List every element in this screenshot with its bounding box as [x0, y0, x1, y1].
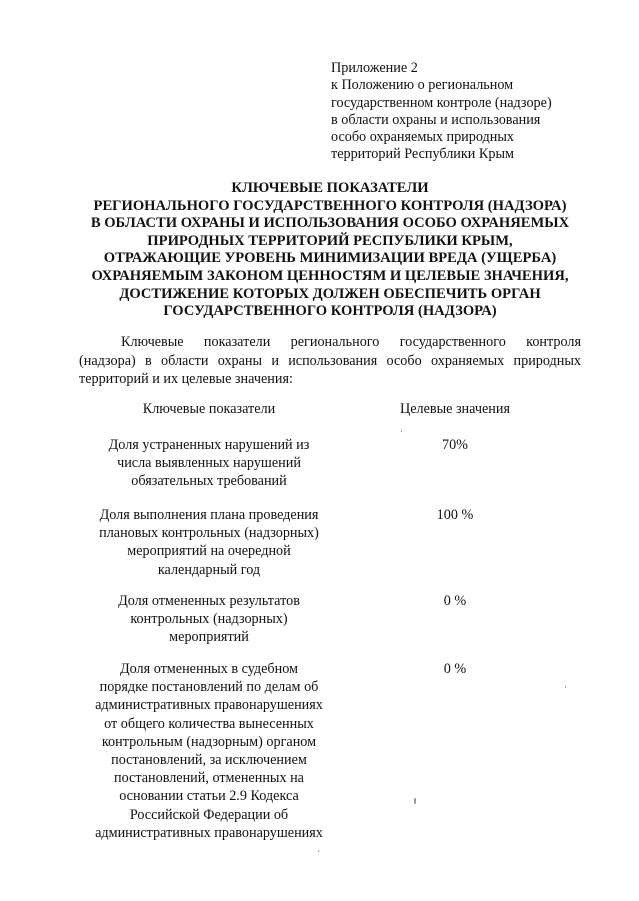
target-value-cell: 0 %: [443, 661, 467, 677]
intro-paragraph: [79, 333, 581, 389]
title-line: РЕГИОНАЛЬНОГО ГОСУДАРСТВЕННОГО КОНТРОЛЯ (НАДЗОРА): [93, 197, 567, 214]
title-line: В ОБЛАСТИ ОХРАНЫ И ИСПОЛЬЗОВАНИЯ ОСОБО ОХРАНЯЕМЫХ: [90, 215, 570, 232]
indicator-line: числа выявленных нарушений: [117, 455, 301, 472]
intro-line: Ключевые показатели регионального государственного контроля: [121, 334, 581, 350]
indicator-line: основании статьи 2.9 Кодекса: [119, 788, 299, 805]
indicator-line: плановых контрольных (надзорных): [99, 525, 319, 542]
indicator-line: Доля отмененных результатов: [118, 593, 300, 609]
intro-line: территорий и их целевые значения:: [79, 371, 293, 388]
document-title: [60, 180, 600, 321]
indicator-cell: [80, 506, 338, 579]
annex-block: [331, 60, 621, 164]
intro-line: (надзора) в области охраны и использования особо охраняемых природных: [79, 352, 581, 369]
indicator-line: обязательных требований: [131, 473, 287, 490]
indicator-line: Российской Федерации об: [129, 806, 289, 823]
indicator-cell: [80, 660, 338, 842]
title-line: ДОСТИЖЕНИЕ КОТОРЫХ ДОЛЖЕН ОБЕСПЕЧИТЬ ОРГАН: [119, 285, 541, 302]
indicator-line: мероприятий: [169, 629, 249, 646]
indicator-cell: [80, 436, 338, 491]
annex-line: в области охраны и использования: [331, 111, 541, 128]
indicator-line: мероприятий на очередной: [127, 543, 291, 560]
annex-line: особо охраняемых природных: [331, 129, 514, 146]
indicator-line: календарный год: [157, 561, 261, 578]
indicator-line: административных правонарушениях: [95, 697, 323, 714]
annex-line: государственном контроле (надзоре): [331, 94, 552, 111]
annex-line: к Положению о региональном: [331, 77, 514, 94]
title-line: ОТРАЖАЮЩИЕ УРОВЕНЬ МИНИМИЗАЦИИ ВРЕДА (УЩЕРБА): [103, 250, 557, 267]
title-line: ПРИРОДНЫХ ТЕРРИТОРИЙ РЕСПУБЛИКИ КРЫМ,: [147, 232, 513, 249]
indicator-line: постановлений, за исключением: [111, 752, 307, 769]
target-value-cell: 100 %: [436, 507, 474, 523]
title-line: КЛЮЧЕВЫЕ ПОКАЗАТЕЛИ: [231, 180, 429, 196]
title-line: ГОСУДАРСТВЕННОГО КОНТРОЛЯ (НАДЗОРА): [163, 303, 497, 320]
header-target-values: Целевые значения: [399, 401, 511, 417]
annex-line: Приложение 2: [331, 60, 418, 76]
target-value-cell: 70%: [441, 437, 468, 453]
indicator-line: Доля устраненных нарушений из: [108, 437, 310, 453]
scan-speck: [318, 850, 319, 852]
scan-speck: [414, 798, 416, 804]
scan-speck: [565, 686, 566, 688]
indicator-line: Доля выполнения плана проведения: [99, 507, 319, 523]
indicator-line: административных правонарушениях: [95, 824, 323, 841]
target-value-cell: 0 %: [443, 593, 467, 609]
annex-line: территорий Республики Крым: [331, 146, 514, 163]
indicator-cell: [80, 592, 338, 647]
indicator-line: постановлений, отмененных на: [114, 770, 304, 787]
indicator-line: контрольным (надзорным) органом: [101, 733, 317, 750]
header-indicators: Ключевые показатели: [142, 401, 276, 417]
indicator-line: Доля отмененных в судебном: [119, 661, 299, 677]
indicator-line: от общего количества вынесенных: [104, 715, 314, 732]
indicator-line: контрольных (надзорных): [130, 611, 288, 628]
title-line: ОХРАНЯЕМЫМ ЗАКОНОМ ЦЕННОСТЯМ И ЦЕЛЕВЫЕ ЗНАЧЕНИЯ,: [91, 267, 569, 284]
indicator-line: порядке постановлений по делам об: [99, 679, 319, 696]
scan-speck: [401, 430, 402, 432]
